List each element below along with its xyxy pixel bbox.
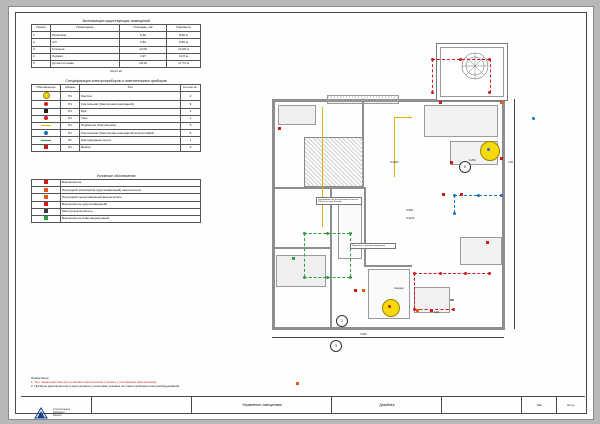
room-tag: 3 <box>330 340 342 352</box>
table-row: П1 Бра 1 <box>32 108 201 115</box>
circuit-red-2 <box>432 59 433 93</box>
circuit-green-2 <box>304 233 305 277</box>
fixture-point-waterproof <box>477 194 480 197</box>
notes-title: Примечания: <box>31 376 50 380</box>
wall-left <box>272 99 275 329</box>
symbol-cell <box>32 208 61 215</box>
premises-total: 44,21 м² <box>110 68 122 73</box>
switch-marker <box>430 309 433 312</box>
plan-note-1: Светильник бра для крепежа на высоте 250 мм от низа потолка <box>316 197 362 205</box>
label-pm: ПМ <box>450 299 454 302</box>
table-row: П1 Люстра 2 <box>32 92 201 101</box>
fixture-point <box>431 91 434 94</box>
fixtures-table-block <box>31 79 201 152</box>
partition-3 <box>272 247 332 249</box>
switch-marker <box>450 161 453 164</box>
chandelier-center <box>487 148 490 151</box>
titlebar-project-name: Управление освещением <box>191 397 332 413</box>
titlebar-blank-3 <box>441 397 522 413</box>
table-row: Выключатель (двухклавишный) <box>32 201 201 208</box>
fixture-point-green <box>326 232 329 235</box>
switch-marker <box>500 157 503 160</box>
legend-table <box>31 179 201 223</box>
switch-marker <box>460 193 463 196</box>
notes-block <box>31 377 206 388</box>
floor-plan <box>264 37 564 382</box>
symbol-cell <box>32 108 61 115</box>
partition-1 <box>272 187 364 189</box>
fixture-point <box>488 272 491 275</box>
wall-bottom <box>272 327 432 330</box>
kitchen-counter <box>424 105 498 137</box>
fixture-point-waterproof <box>532 117 535 120</box>
switch-marker <box>486 241 489 244</box>
sofa <box>460 237 502 265</box>
symbol-cell <box>32 122 61 129</box>
circuit-blue-2 <box>454 195 455 213</box>
fixture-point <box>413 272 416 275</box>
symbol-cell <box>32 115 61 122</box>
chandelier-center <box>388 305 391 308</box>
table-row: Проходной (checkpoint) (двухклавишный) выключатель <box>32 187 201 194</box>
premises-table-block <box>31 19 201 74</box>
table-row: 3 Спальня 12,55 14,28 м <box>32 46 201 53</box>
bathroom-fixture <box>276 255 326 287</box>
master-switch-icon <box>44 209 48 213</box>
switch-marker <box>292 257 295 260</box>
dim-right <box>514 99 515 329</box>
fixture-point-waterproof <box>453 194 456 197</box>
balcony-fan-icon <box>460 51 490 81</box>
titlebar-blank-2 <box>91 397 192 413</box>
table-row: 5 Кухня-гостиная 18,19 17,73 м <box>32 60 201 67</box>
waterproof-switch-icon <box>44 216 48 220</box>
switch-marker <box>500 101 503 104</box>
switch-marker <box>278 127 281 130</box>
switch-marker <box>354 289 357 292</box>
table-row: Выключатель <box>32 180 201 187</box>
chandelier-icon <box>43 92 50 99</box>
table-total-row <box>32 68 201 75</box>
plan-note-2: Подсветка с датчиком движения <box>350 243 396 249</box>
note-line-1: 1. Тип, характеристики для установки светильников уточнять у поставщика (светильника). <box>31 379 158 384</box>
room-tag: 2 <box>336 315 348 327</box>
symbol-cell <box>32 130 61 137</box>
table-row: Л1 Подсветка (Светильник) 3 <box>32 122 201 129</box>
circuit-red-4 <box>414 273 490 274</box>
switch-marker <box>439 101 442 104</box>
title-block-bar <box>21 396 585 413</box>
th-mark: Марка <box>61 85 80 92</box>
fixture-point <box>488 91 491 94</box>
table-row: П1 Светильник (Светильник накладной) 9 <box>32 101 201 108</box>
symbol-cell <box>32 201 61 208</box>
led-tape-icon <box>41 140 51 141</box>
fixture-point-green <box>349 232 352 235</box>
one-key-pass-switch-icon <box>44 195 48 199</box>
fixture-point-green <box>326 276 329 279</box>
symbol-cell <box>32 194 61 201</box>
fixture-point <box>464 272 467 275</box>
symbol-cell <box>32 144 61 151</box>
orange-marker <box>296 382 299 385</box>
legend-table-block <box>31 174 201 223</box>
switch-marker <box>362 289 365 292</box>
fixture-point <box>452 308 455 311</box>
label-h900: h=900 <box>406 209 414 212</box>
table-row: 4 Лоджия 4,97 10,0 м <box>32 53 201 60</box>
double-switch-icon <box>44 202 48 206</box>
table-row: 1 Прихожая 6,66 8,86 м <box>32 32 201 39</box>
waterproof-light-icon <box>44 131 48 135</box>
table-row: Проходной одноклавишный выключатель <box>32 194 201 201</box>
label-h1100: h=1100 <box>406 217 415 220</box>
note-line-2: 2. Приборы (выключатели) в один уровень с розетками указаны на плане приборов электрооборудования. <box>31 383 180 388</box>
spotlight-icon <box>44 102 48 106</box>
ceiling-grille <box>327 95 399 104</box>
chandelier-marker <box>480 141 500 161</box>
circuit-red-6 <box>414 309 454 310</box>
table-row: 2 С/У 3,84 8,55 м <box>32 39 201 46</box>
table-row: П1 Выбор 3 <box>32 144 201 151</box>
two-way-switch-icon <box>44 188 48 192</box>
premises-table-title: Экспликация существующих помещений <box>81 19 151 23</box>
fixture-point <box>488 58 491 61</box>
led-line-mid-h <box>394 117 412 118</box>
fixture-point-green <box>303 232 306 235</box>
symbol-cell <box>32 180 61 187</box>
th-perimeter: Периметр <box>167 25 201 32</box>
circuit-red-3 <box>490 59 491 93</box>
fixture-point-waterproof <box>500 194 503 197</box>
label-h60b: h-60 <box>434 311 440 314</box>
fixture-point <box>439 272 442 275</box>
symbol-cell <box>32 215 61 222</box>
fixtures-table <box>31 84 201 152</box>
label-h2000: h=2000 <box>390 161 399 164</box>
th-area: Площадь, м2 <box>120 25 167 32</box>
led-line-left <box>322 107 323 227</box>
th-number: Номер <box>32 25 51 32</box>
fixture-point <box>459 58 462 61</box>
partition-5 <box>364 187 366 267</box>
hatched-zone <box>304 137 364 187</box>
led-line-mid <box>394 117 395 177</box>
dim-bottom <box>272 337 504 338</box>
th-symbol: Обозначение <box>32 85 61 92</box>
titlebar-col-izm: Изм. <box>521 397 557 413</box>
label-sanuzel: Санузел <box>394 287 404 290</box>
premises-table <box>31 24 201 74</box>
partition-6 <box>364 265 412 267</box>
fixture-point-green <box>349 276 352 279</box>
label-h900b: h-900 <box>360 333 367 336</box>
symbol-cell <box>32 101 61 108</box>
company-stamp: Строительная компания Ремонт <box>53 408 71 418</box>
switch-marker <box>442 193 445 196</box>
drawing-sheet <box>8 6 594 420</box>
switch-icon <box>44 180 48 184</box>
table-row: Выключатель влагозащищенный <box>32 215 201 222</box>
label-h60: h-60 <box>508 161 514 164</box>
titlebar-designer: Дизайнер <box>331 397 442 413</box>
partition-4 <box>330 187 332 329</box>
label-h250: h-250 <box>469 159 476 162</box>
th-qty: Кол-во шт <box>181 85 201 92</box>
th-type: Тип <box>80 85 181 92</box>
th-room: Помещение <box>51 25 120 32</box>
switch-icon <box>44 145 48 149</box>
wall-bottom-2 <box>429 327 505 330</box>
chandelier-marker <box>382 299 400 317</box>
fixture-point-waterproof <box>453 212 456 215</box>
titlebar-blank-1 <box>21 397 91 413</box>
table-row: Мастер выключатель <box>32 208 201 215</box>
table-row: П1 Светильник (Светильник накладной) влагостойкий 5 <box>32 130 201 137</box>
circuit-green-4 <box>350 233 351 277</box>
fixtures-table-title: Спецификация электроприборов и осветительных приборов <box>65 79 167 83</box>
symbol-cell <box>32 187 61 194</box>
titlebar-col-kol: Кол.уч <box>556 397 585 413</box>
switch-marker <box>416 309 419 312</box>
track-light-icon <box>44 116 48 120</box>
symbol-cell <box>32 137 61 144</box>
circuit-red-5 <box>414 273 415 309</box>
fixture-point <box>431 58 434 61</box>
symbol-cell <box>32 92 61 101</box>
wall-lamp-icon <box>44 109 48 113</box>
fixture-point-green <box>303 276 306 279</box>
room-tag: 5 <box>459 161 471 173</box>
table-row: П1 Трек 1 <box>32 115 201 122</box>
led-strip-icon <box>41 125 51 126</box>
table-row: Л1 Светодиодная лента 1 <box>32 137 201 144</box>
wardrobe <box>278 105 316 125</box>
wall-right <box>502 99 505 329</box>
legend-table-title: Условные обозначения <box>96 174 136 178</box>
